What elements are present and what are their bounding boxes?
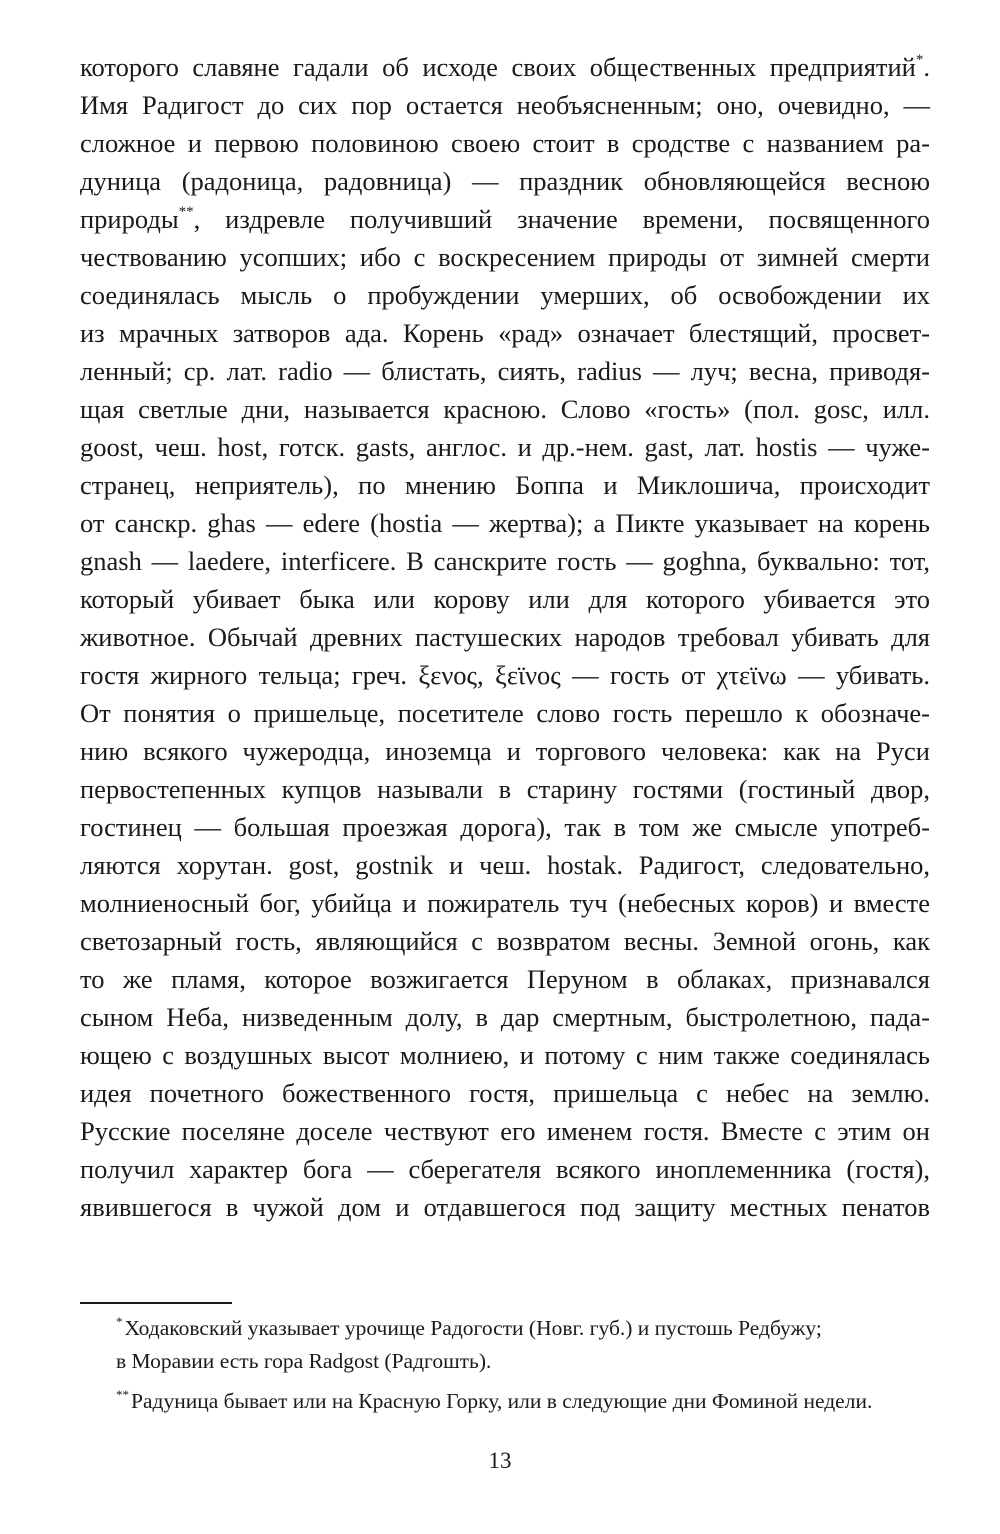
text-line: нию всякого чужеродца, иноземца и торгового человека: как на Руси [80, 736, 930, 766]
text-line: из мрачных затворов ада. Корень «рад» означает блестящий, просвет- [80, 318, 930, 348]
text-line: которого славяне гадали об исходе своих общественных предприятий*. [80, 52, 930, 82]
text-line: первостепенных купцов называли в старину гостями (гостиный двор, [80, 774, 930, 804]
text-line: От понятия о пришельце, посетителе слово гость перешло к обозначе- [80, 698, 930, 728]
text-line: странец, неприятель), по мнению Боппа и Миклошича, происходит [80, 470, 930, 500]
text-line: гостинец — большая проезжая дорога), так в том же смысле употреб- [80, 812, 930, 842]
text-line: светозарный гость, являющийся с возвратом весны. Земной огонь, как [80, 926, 930, 956]
text-line: Русские поселяне доселе чествуют его именем гостя. Вместе с этим он [80, 1116, 930, 1146]
text-line: то же пламя, которое возжигается Перуном в облаках, признавался [80, 964, 930, 994]
page-number: 13 [488, 1448, 512, 1473]
footnotes [116, 1312, 930, 1418]
text-line: гостя жирного тельца; греч. ξενος, ξεϊνος — гость от χτεϊνω — убивать. [80, 660, 930, 690]
text-line: сыном Неба, низведенным долу, в дар смертным, быстролетною, пада- [80, 1002, 930, 1032]
text-line: Имя Радигост до сих пор остается необъясненным; оно, очевидно, — [80, 90, 930, 120]
text-line: соединялась мысль о пробуждении умерших, об освобождении их [80, 280, 930, 310]
text-line: goost, чеш. host, готск. gasts, англос. и др.-нем. gast, лат. hostis — чуже- [80, 432, 930, 462]
text-line: природы**, издревле получивший значение времени, посвященного [80, 204, 930, 234]
text-line: явившегося в чужой дом и отдавшегося под защиту местных пенатов [80, 1192, 930, 1222]
text-line: щая светлые дни, называется красною. Слово «гость» (пол. gosc, илл. [80, 394, 930, 424]
footnote-1: *Ходаковский указывает урочище Радогости (Новг. губ.) и пустошь Редбужу; [116, 1314, 822, 1340]
text-line: молниеносный бог, убийца и пожиратель туч (небесных коров) и вместе [80, 888, 930, 918]
text-line: ющею с воздушных высот молниею, и потому с ним также соединялась [80, 1040, 930, 1070]
footnote-1-continuation: в Моравии есть гора Radgost (Радгошть). [116, 1349, 492, 1373]
footnote-2: **Радуница бывает или на Красную Горку, или в следующие дни Фоминой недели. [116, 1387, 873, 1413]
text-line: gnash — laedere, interficere. В санскрите гость — goghna, буквально: тот, [80, 546, 930, 576]
text-line: ленный; ср. лат. radio — блистать, сиять, radius — луч; весна, приводя- [80, 356, 930, 386]
text-line: чествованию усопших; ибо с воскресением природы от зимней смерти [80, 242, 930, 272]
footnote-1-mark: * [116, 1314, 123, 1329]
footnote-reference-1[interactable]: * [915, 52, 924, 68]
text-line: сложное и первою половиною своею стоит в сродстве с названием ра- [80, 128, 930, 158]
text-line: от санскр. ghas — edere (hostia — жертва); а Пикте указывает на корень [80, 508, 930, 538]
text-line: дуница (радоница, радовница) — праздник обновляющейся весною [80, 166, 930, 196]
body-text [80, 48, 930, 1226]
text-line: животное. Обычай древних пастушеских народов требовал убивать для [80, 622, 930, 652]
text-line: идея почетного божественного гостя, пришельца с небес на землю. [80, 1078, 930, 1108]
footnote-2-mark: ** [116, 1387, 129, 1402]
text-line: получил характер бога — сберегателя всякого иноплеменника (гостя), [80, 1154, 930, 1184]
footnote-divider [80, 1302, 232, 1304]
footnote-reference-2[interactable]: ** [178, 204, 194, 220]
text-line: который убивает быка или корову или для которого убивается это [80, 584, 930, 614]
text-line: ляются хорутан. gost, gostnik и чеш. hostak. Радигост, следовательно, [80, 850, 930, 880]
